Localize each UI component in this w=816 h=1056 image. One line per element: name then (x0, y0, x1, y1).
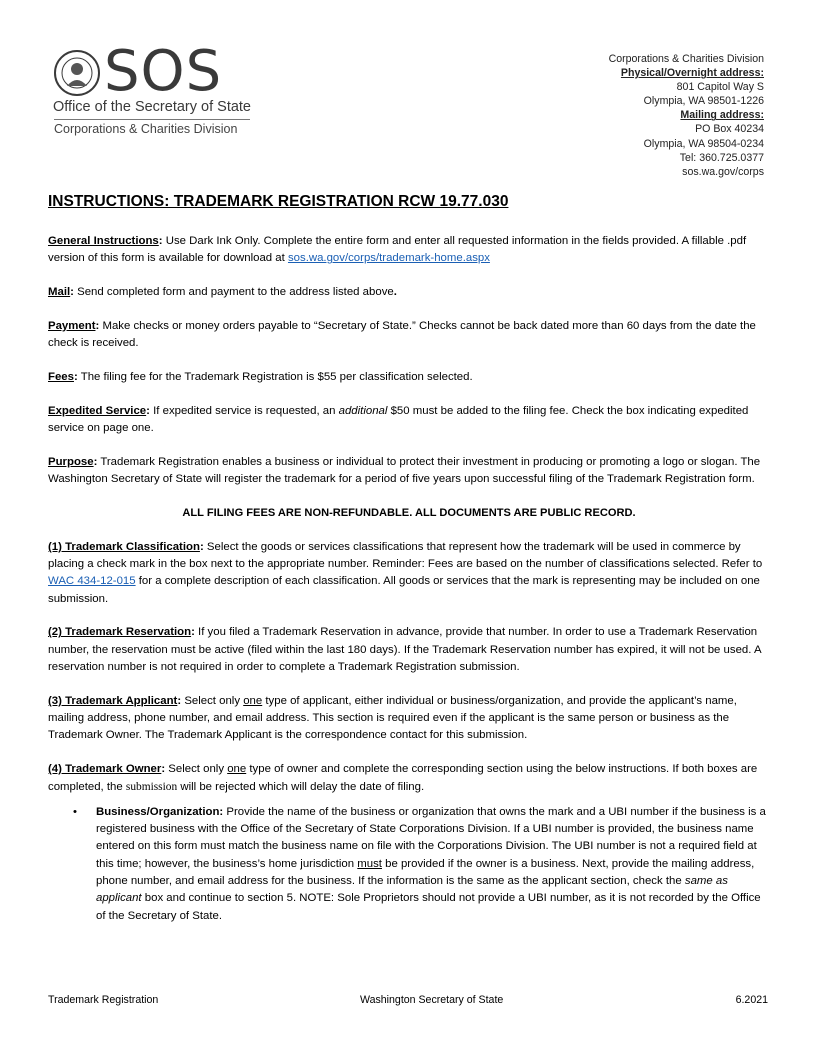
sos-logo (52, 39, 257, 138)
section-4-serif-word: submission (125, 780, 178, 793)
section-2-reservation: (2) Trademark Reservation: If you filed a Trademark Reservation in advance, provide that number. In order to use a Trademark Reservation number, the reservation must be active (filed within the last 180 days). If the Trademark Reservation number has expired, it will not be used. A reservation number is not required in order to complete a Trademark Registration submission. (48, 626, 761, 674)
washington-state-seal (54, 50, 100, 96)
fees-text: The filing fee for the Trademark Registration is $55 per classification selected. (80, 370, 473, 383)
section-3-underlined: one (243, 694, 263, 707)
website: sos.wa.gov/corps (682, 165, 764, 178)
mailing-city: Olympia, WA 98504-0234 (643, 137, 764, 150)
wac-link[interactable]: WAC 434-12-015 (48, 575, 136, 588)
instructions-body (48, 233, 770, 925)
physical-address-heading: Physical/Overnight address: (620, 67, 764, 80)
bullet-underlined: must (357, 857, 382, 870)
fees-instructions: Fees: The filing fee for the Trademark Registration is $55 per classification selected. (48, 370, 473, 383)
footer-right: 6.2021 (735, 994, 768, 1006)
payment-label: Payment (48, 319, 96, 332)
section-1-text-after: for a complete description of each classification. All goods or services that the mark is representing may be included on one submission. (48, 575, 760, 605)
fees-notice: ALL FILING FEES ARE NON-REFUNDABLE. ALL DOCUMENTS ARE PUBLIC RECORD. (182, 506, 636, 519)
payment-text: Make checks or money orders payable to “Secretary of State.” Checks cannot be back dated more than 60 days from the date the check is received. (48, 319, 756, 350)
telephone: Tel: 360.725.0377 (679, 151, 764, 164)
logo-divider (54, 119, 250, 120)
bullet-text-before: Provide the name of the business or organization that owns the mark and a UBI number if the business is a registered business with the Office of the Secretary of State Corporations Division. If a UBI number is provided, the business name entered on this form must match the business name on file with the Corporations Division. The UBI number is not a required field at this time; however, the business’s home jurisdiction (96, 805, 766, 870)
expedited-instructions: Expedited Service: If expedited service is requested, an additional $50 must be added to the filing fee. Check the box indicating expedited service on page one. (48, 404, 749, 435)
section-4-owner: (4) Trademark Owner: Select only one type of owner and complete the corresponding section using the below instructions. If both boxes are completed, the submission will be rejected which will delay the date of filing. (48, 763, 758, 793)
footer-center: Washington Secretary of State (360, 994, 504, 1006)
section-3-label: (3) Trademark Applicant (48, 694, 178, 707)
section-4-text-after: will be rejected which will delay the date of filing. (180, 780, 425, 793)
general-label: General Instructions (48, 235, 159, 247)
section-2-label: (2) Trademark Reservation (48, 626, 192, 639)
purpose-text: Trademark Registration enables a business or individual to protect their investment in producing or promoting a logo or slogan. The Washington Secretary of State will register the trademark for a period of five years upon successful filing of the Trademark Registration form. (48, 455, 761, 486)
mail-text: Send completed form and payment to the address listed above (77, 286, 394, 299)
fees-label: Fees (48, 370, 74, 383)
section-2-text: If you filed a Trademark Reservation in advance, provide that number. In order to use a Trademark Reservation number, the reservation must be active (filed within the last 180 days). If the Trademark Reservation number has expired, it will not be used. A reservation number is not required in order to complete a Trademark Registration submission. (48, 626, 761, 674)
logo-line-division: Corporations & Charities Division (54, 122, 238, 136)
payment-instructions: Payment: Make checks or money orders payable to “Secretary of State.” Checks cannot be back dated more than 60 days from the date the check is received. (48, 319, 756, 350)
section-1-label: (1) Trademark Classification (48, 540, 200, 553)
section-4-text-before: Select only (168, 763, 225, 776)
mail-label: Mail (48, 286, 71, 299)
general-instructions: General Instructions: Use Dark Ink Only. Complete the entire form and enter all requested information in the fields provided. A fillable .pdf version of this form is available for download at sos.wa.gov/corps/trademark-home.aspx (48, 235, 747, 265)
purpose-instructions: Purpose: Trademark Registration enables a business or individual to protect their investment in producing or promoting a logo or slogan. The Washington Secretary of State will register the trademark for a period of five years upon successful filing of the Trademark Registration form. (48, 455, 761, 486)
section-4-underlined: one (227, 763, 247, 776)
section-4-label: (4) Trademark Owner (48, 763, 162, 776)
section-3-text-before: Select only (184, 694, 241, 707)
bullet-text-after: box and continue to section 5. NOTE: Sole Proprietors should not provide a UBI number, as it is not recorded by the Office of the Secretary of State. (96, 892, 761, 922)
physical-city: Olympia, WA 98501-1226 (643, 95, 764, 108)
expedited-emphasis: additional (338, 404, 388, 417)
section-3-text-after: type of applicant, either individual or business/organization, and provide the applicant’s name, mailing address, phone number, and email address. This section is required even if the applicant is the same person or business as the Trademark Owner. The Trademark Applicant is the correspondence contact for this submission. (48, 694, 737, 742)
footer-left: Trademark Registration (48, 994, 159, 1006)
bullet-label: Business/Organization: (96, 805, 224, 818)
physical-street: 801 Capitol Way S (676, 81, 764, 94)
purpose-label: Purpose (48, 455, 94, 468)
bullet-text-middle: be provided if the owner is a business. Next, provide the mailing address, phone number, and email address for the business. If the information is the same as the applicant section, check the (96, 857, 755, 888)
section-1-classification: (1) Trademark Classification: Select the goods or services classifications that represent how the trademark will be used in commerce by placing a check mark in the box next to the appropriate number. Reminder: Fees are based on the number of classifications selected. Refer to WAC 434-12-015 for a complete description of each classification. All goods or services that the mark is representing may be included on one submission. (48, 540, 763, 605)
section-3-applicant: (3) Trademark Applicant: Select only one type of applicant, either individual or business/organization, and provide the applicant’s name, mailing address, phone number, and email address. This section is required even if the applicant is the same person or business as the Trademark Owner. The Trademark Applicant is the correspondence contact for this submission. (48, 694, 737, 742)
section-1-text-before: Select the goods or services classifications that represent how the trademark will be used in commerce by placing a check mark in the box next to the appropriate number. Reminder: Fees are based on the number of classifications selected. Refer to (48, 540, 763, 571)
list-item (48, 804, 770, 925)
section-4-text-middle: type of owner and complete the corresponding section using the below instructions. If both boxes are completed, the (48, 763, 758, 793)
mailing-address-heading: Mailing address: (680, 109, 764, 122)
mail-instructions: Mail: Send completed form and payment to the address listed above. (48, 286, 397, 299)
expedited-text-before: If expedited service is requested, an (153, 404, 336, 417)
bullet-emphasis: same as applicant (96, 875, 728, 905)
owner-bullet-list (48, 804, 770, 925)
division-name: Corporations & Charities Division (608, 53, 764, 65)
expedited-label: Expedited Service (48, 404, 147, 417)
mailing-box: PO Box 40234 (695, 123, 764, 136)
trademark-home-link[interactable]: sos.wa.gov/corps/trademark-home.aspx (287, 252, 490, 265)
bullet-icon: • (73, 805, 77, 818)
page-title: INSTRUCTIONS: TRADEMARK REGISTRATION RCW 19.77.030 (48, 193, 509, 210)
address-block (609, 52, 764, 179)
general-text: Use Dark Ink Only. Complete the entire form and enter all requested information in the fields provided. A fillable .pdf version of this form is available for download at (48, 235, 747, 265)
logo-line-office: Office of the Secretary of State (53, 99, 252, 115)
logo-letters: SOS (104, 39, 223, 104)
expedited-text-after: $50 must be added to the filing fee. Check the box indicating expedited service on page one. (48, 404, 749, 435)
